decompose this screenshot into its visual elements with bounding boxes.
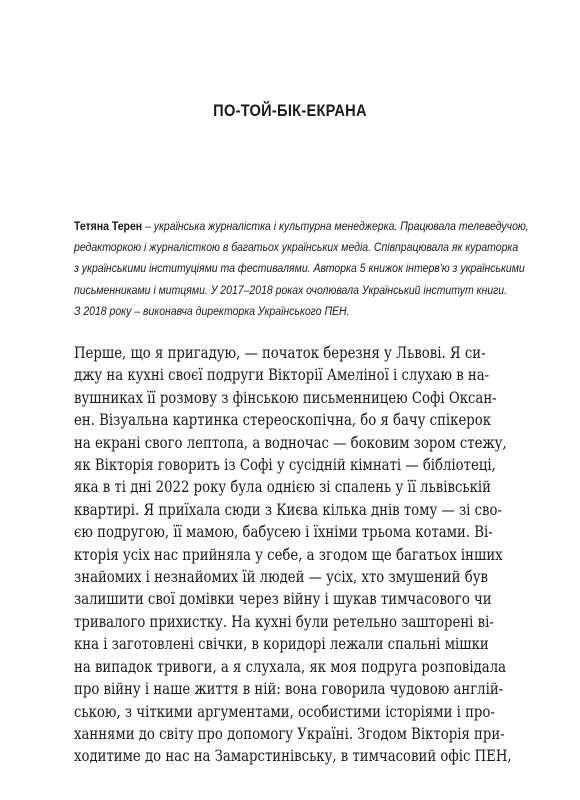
body-line: як Вікторія говорить із Софі у сусідній кімнаті — бібліотеці,: [74, 456, 496, 475]
bio-line: письменниками і митцями. У 2017–2018 роках очолювала Український інститут книги.: [74, 282, 508, 297]
bio-line: [74, 216, 529, 237]
body-line: кна і заготовлені свічки, в коридорі лежали спальні мішки: [74, 635, 489, 654]
body-line: про війну і наше життя в ній: вона говорила чудовою англій-: [74, 680, 504, 699]
body-line: тривалого прихистку. На кухні були ретельно зашторені ві-: [74, 612, 494, 631]
chapter-title: ПО-ТОЙ-БІК-ЕКРАНА: [213, 101, 367, 120]
bio-line-text: – українська журналістка і культурна менеджерка. Працювала телеведучою,: [142, 219, 529, 233]
body-line: вушниках її розмову з фінською письменницею Софі Оксан-: [74, 388, 497, 407]
body-line: ською, з чіткими аргументами, особистими історіями і про-: [74, 702, 495, 721]
body-line: Перше, що я пригадую, — початок березня у Львові. Я си-: [74, 344, 486, 362]
body-line: ханнями до світу про допомогу Україні. Згодом Вікторія при-: [74, 724, 505, 743]
author-bio: [74, 216, 529, 322]
body-line: на екрані свого лептопа, а водночас — боковим зором стежу,: [74, 433, 507, 452]
body-line: кторія усіх нас прийняла у себе, а згодом ще багатьох інших: [74, 545, 503, 564]
body-line: єю подругою, її мамою, бабусею і їхніми трьома котами. Ві-: [74, 523, 493, 542]
bio-line: з українськими інституціями та фестивалями. Авторка 5 книжок інтерв'ю з українськими: [74, 261, 525, 276]
body-line: джу на кухні своєї подруги Вікторії Амеліної і слухаю в на-: [74, 366, 490, 385]
body-line: ен. Візуальна картинка стереоскопічна, бо я бачу спікерок: [74, 411, 492, 430]
body-line: залишити свої домівки через війну і шукав тимчасового чи: [74, 590, 492, 609]
bio-line: З 2018 року – виконавча директорка Українського ПЕН.: [74, 303, 350, 318]
chapter-body: [74, 342, 512, 768]
body-line: квартирі. Я приїхала сюди з Києва кілька днів тому — зі сво-: [74, 500, 502, 519]
body-line: ходитиме до нас на Замарстинівську, в тимчасовий офіс ПЕН,: [74, 747, 512, 766]
bio-line: редакторкою і журналісткою в багатьох українських медіа. Співпрацювала як кураторка: [74, 240, 519, 255]
body-line: яка в ті дні 2022 року була однією зі спалень у її львівській: [74, 478, 491, 497]
body-line: знайомих і незнайомих їй людей — усіх, хто змушений був: [74, 568, 488, 587]
author-name: Тетяна Терен: [74, 219, 143, 233]
body-line: на випадок тривоги, а я слухала, як моя подруга розповідала: [74, 657, 507, 676]
